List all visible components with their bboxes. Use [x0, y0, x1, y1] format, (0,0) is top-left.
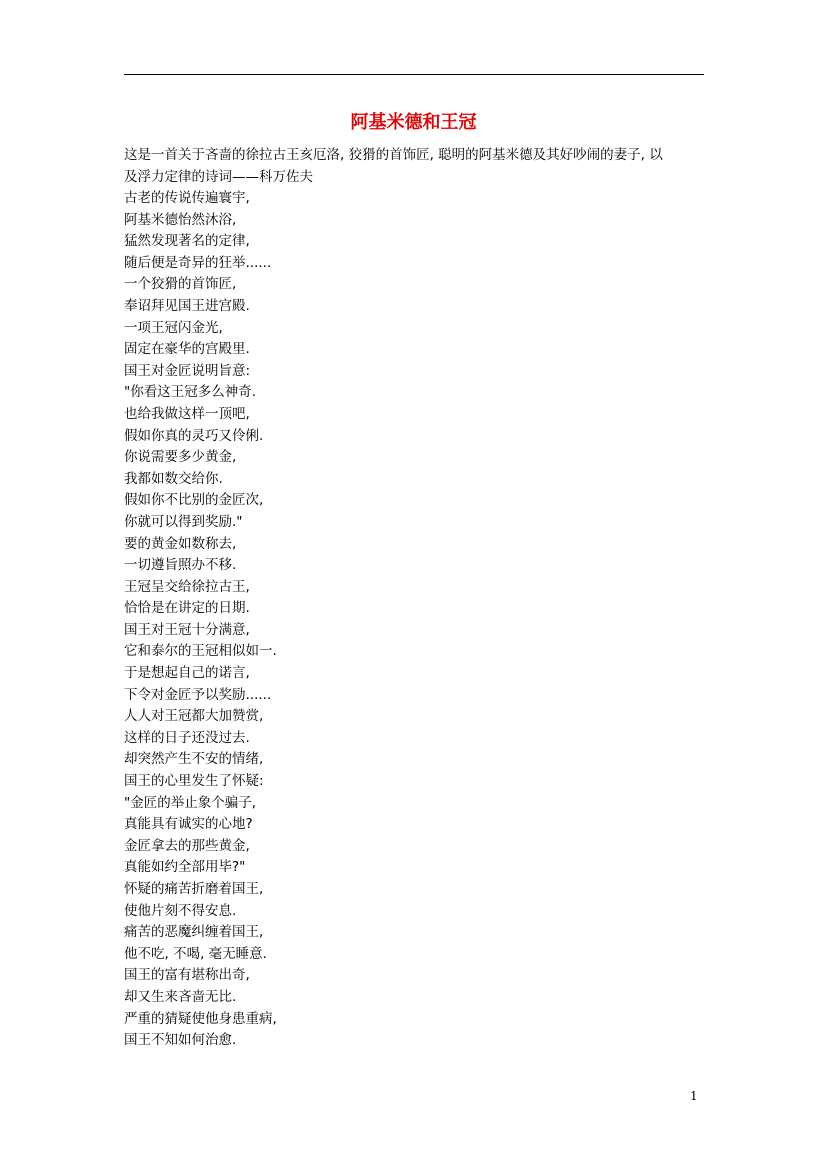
poem-line: 阿基米德怡然沐浴, [124, 211, 237, 228]
poem-line: 恰恰是在讲定的日期. [124, 600, 250, 617]
poem-line: 却又生来吝啬无比. [124, 988, 237, 1005]
header-rule [124, 74, 704, 75]
intro-paragraph [124, 144, 708, 188]
poem-line: 假如你真的灵巧又伶俐. [124, 427, 264, 444]
poem-line: 一个狡猾的首饰匠, [124, 276, 237, 293]
poem-line: 国王对王冠十分满意, [124, 621, 250, 638]
poem-line: 使他片刻不得安息. [124, 902, 237, 919]
poem-line: 国王的心里发生了怀疑: [124, 773, 264, 790]
poem-line: 你就可以得到奖励." [124, 513, 243, 530]
poem-body [124, 188, 704, 1052]
poem-line: 于是想起自己的诺言, [124, 665, 250, 682]
poem-line: 怀疑的痛苦折磨着国王, [124, 881, 264, 897]
poem-line: 国王的富有堪称出奇, [124, 967, 250, 984]
poem-line: 猛然发现著名的定律, [124, 233, 250, 250]
poem-line: 国王对金匠说明旨意: [124, 362, 251, 379]
poem-line: 他不吃, 不喝, 毫无睡意. [124, 945, 267, 962]
poem-line: 下令对金匠予以奖励...... [124, 686, 272, 703]
poem-line: 严重的猜疑使他身患重病, [124, 1010, 277, 1027]
intro-line: 及浮力定律的诗词——科万佐夫 [124, 169, 313, 185]
poem-line: 假如你不比别的金匠次, [124, 492, 264, 509]
poem-line: 这样的日子还没过去. [124, 729, 250, 746]
poem-line: 随后便是奇异的狂举...... [124, 254, 272, 271]
poem-line: 却突然产生不安的情绪, [124, 751, 264, 768]
poem-line: 奉诏拜见国王进宫殿. [124, 297, 250, 314]
poem-line: 我都如数交给你. [124, 470, 223, 487]
poem-line: 一切遵旨照办不移. [124, 557, 237, 574]
poem-line: 一项王冠闪金光, [124, 319, 223, 336]
poem-line: 古老的传说传遍寰宇, [124, 190, 250, 206]
document-title: 阿基米德和王冠 [350, 112, 477, 133]
poem-line: 金匠拿去的那些黄金, [124, 837, 250, 854]
poem-line: 你说需要多少黄金, [124, 449, 237, 466]
poem-line: "金匠的举止象个骗子, [124, 794, 257, 811]
poem-line: 要的黄金如数称去, [124, 535, 237, 552]
poem-line: 痛苦的恶魔纠缠着国王, [124, 924, 264, 941]
poem-line: 也给我做这样一顶吧, [124, 405, 250, 422]
poem-line: 固定在豪华的宫殿里. [124, 341, 250, 358]
poem-line: 人人对王冠都大加赞赏, [124, 708, 264, 725]
poem-line: 真能具有诚实的心地? [124, 816, 253, 833]
poem-line: 王冠呈交给徐拉古王, [124, 578, 250, 595]
intro-line: 这是一首关于吝啬的徐拉古王亥厄洛, 狡猾的首饰匠, 聪明的阿基米德及其好吵闹的妻子, 以 [124, 147, 663, 163]
poem-line: 它和泰尔的王冠相似如一. [124, 643, 277, 660]
poem-line: "你看这王冠多么神奇. [124, 384, 257, 401]
poem-line: 国王不知如何治愈. [124, 1032, 237, 1049]
poem-line: 真能如约全部用毕?" [124, 859, 246, 876]
page-number: 1 [690, 1089, 698, 1103]
